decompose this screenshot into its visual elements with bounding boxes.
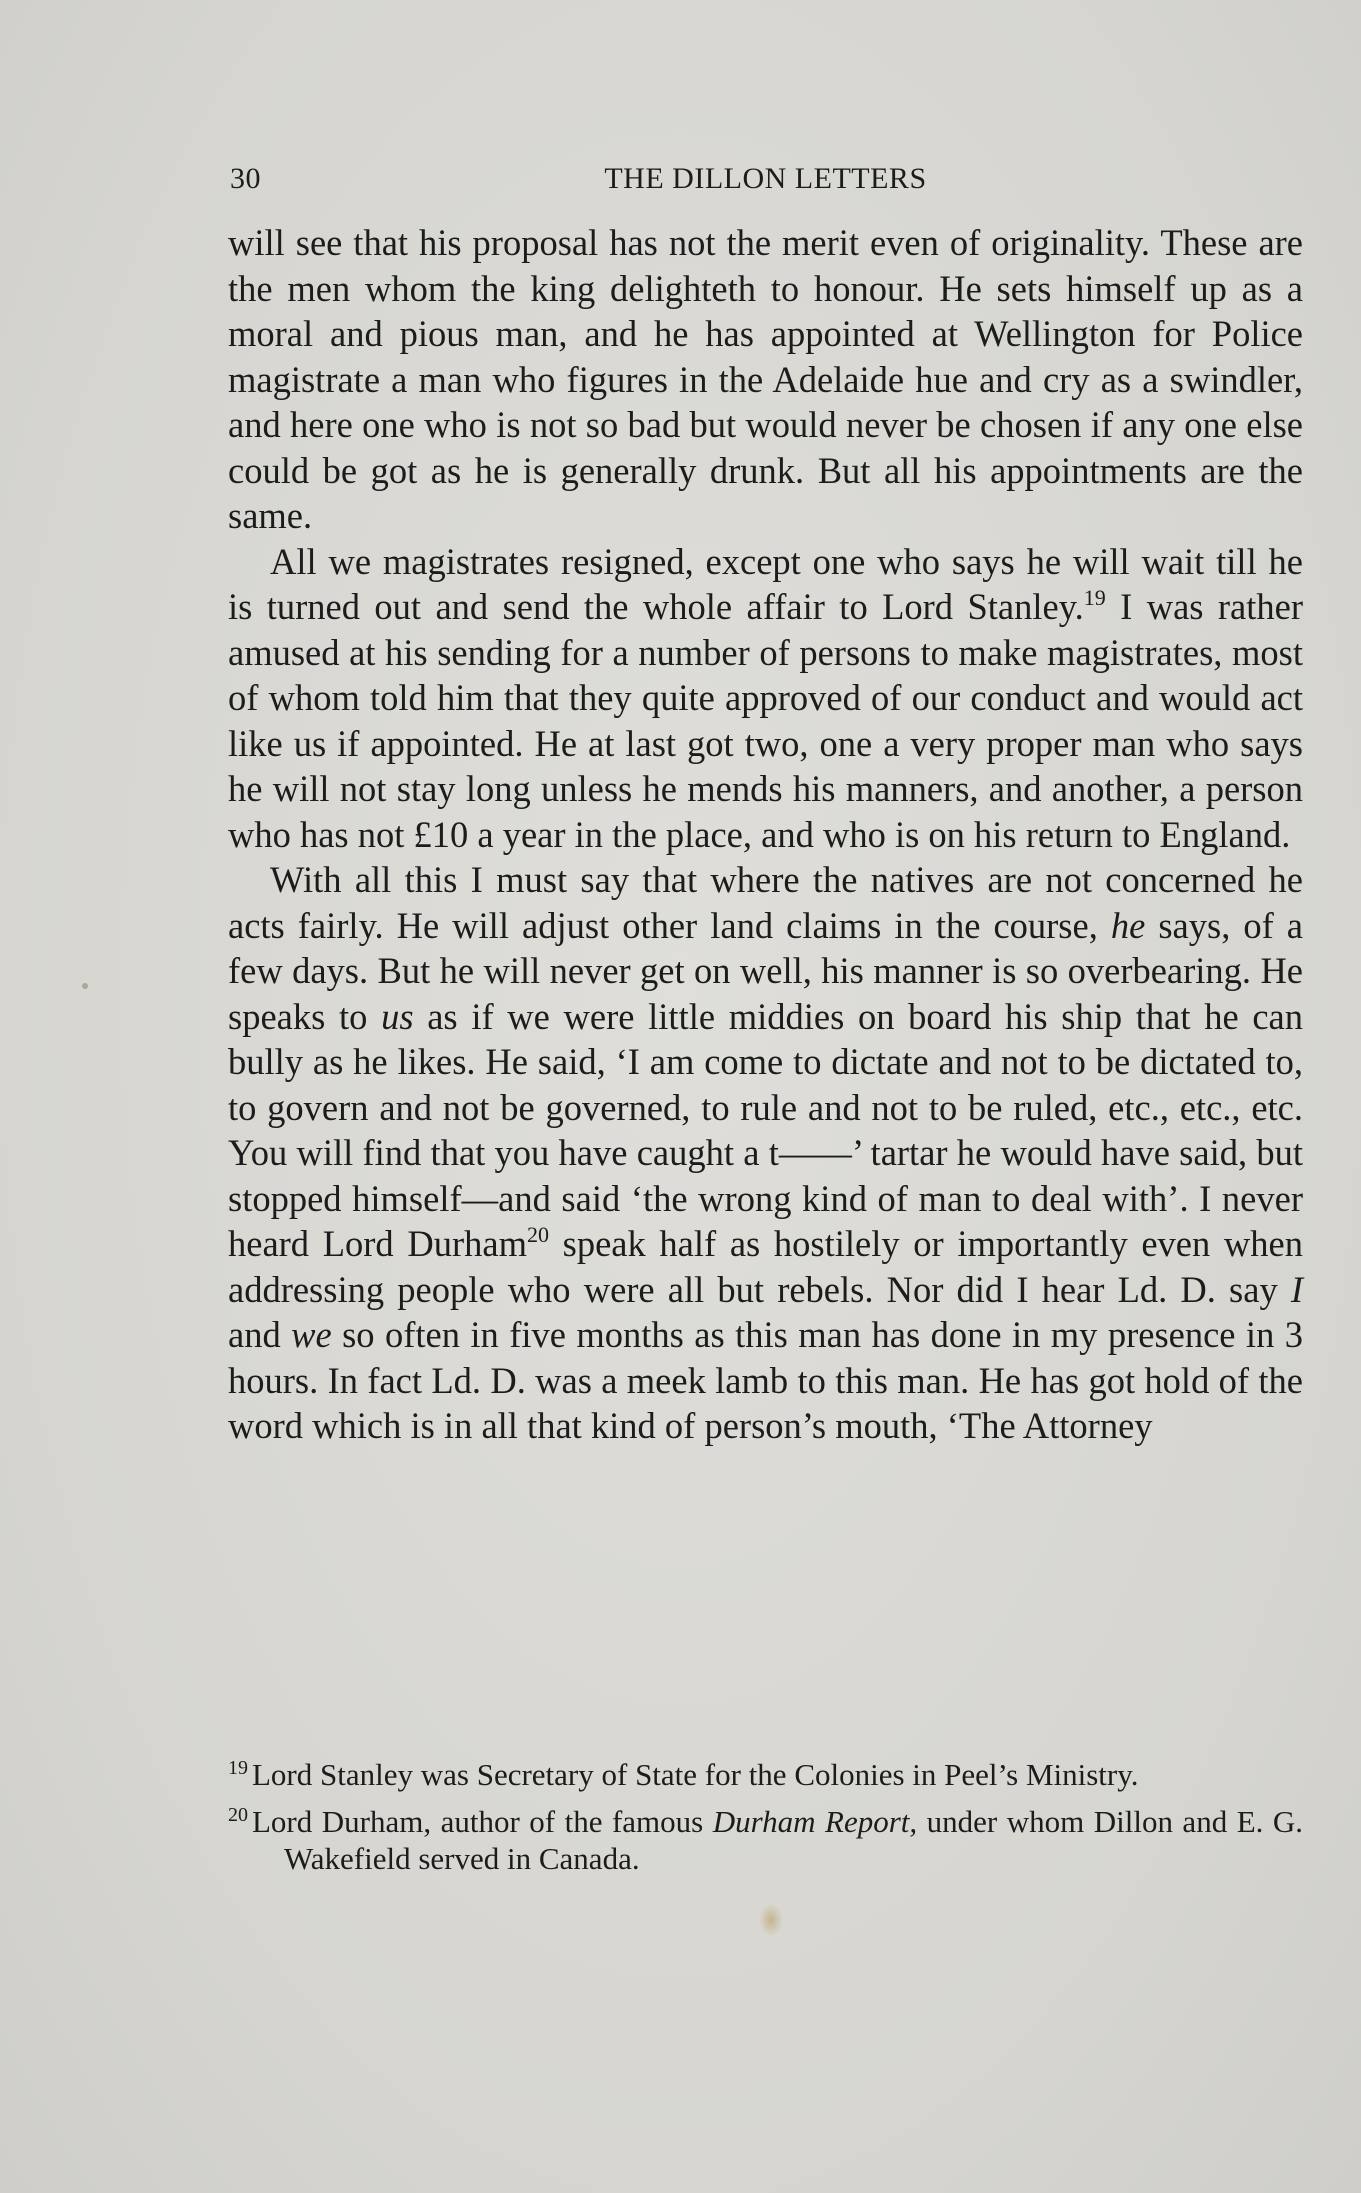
footnote-mark: 19	[228, 1757, 248, 1779]
footnote-text-a: Lord Durham, author of the famous	[252, 1804, 713, 1839]
paragraph-3-text-e: and	[228, 1314, 292, 1355]
italic-us: us	[381, 995, 414, 1037]
paragraph-2	[228, 539, 1303, 858]
footnote-mark: 20	[228, 1804, 248, 1826]
footnote-19	[228, 1750, 1303, 1793]
footnote-20	[228, 1797, 1303, 1877]
footnote-text-b: under whom Dillon and E. G. Wakefield served in Canada.	[284, 1804, 1304, 1876]
page-number: 30	[230, 162, 261, 195]
paragraph-3-text-d: speak half as hostilely or importantly even when addressing people who were all but rebels. Nor did I hear Ld. D. say	[228, 1223, 1303, 1310]
paragraph-3-text-b: says, of a few days. But he will never get on well, his manner is so overbearing. He speaks to	[228, 904, 1304, 1037]
footnote-ref-20: 20	[526, 1222, 549, 1247]
footnote-ref-19: 19	[1083, 585, 1106, 610]
paragraph-1: will see that his proposal has not the merit even of originality. These are the men whom the king delighteth to honour. He sets himself up as a moral and pious man, and he has appointed at Wellington for Police magistrate a man who figures in the Adelaide hue and cry as a swindler, and here one who is not so bad but would never be chosen if any one else could be got as he is generally drunk. But all his appointments are the same.	[228, 222, 1303, 536]
paragraph-3-text-f: so often in five months as this man has done in my presence in 3 hours. In fact Ld. D. was a meek lamb to this man. He has got hold of the word which is in all that kind of person’s mouth, ‘The Attorney	[228, 1314, 1303, 1446]
running-title: THE DILLON LETTERS	[604, 162, 927, 195]
paragraph-3-text-a: With all this I must say that where the natives are not concerned he acts fairly. He will adjust other land claims in the course,	[228, 859, 1303, 946]
paragraph-3	[228, 857, 1303, 1449]
stain-mark	[760, 1905, 782, 1935]
paragraph-2-text-b: I was rather amused at his sending for a number of persons to make magistrates, most of whom told him that they quite approved of our conduct and would act like us if appointed. He at last got two, one a very proper man who says he will not stay long unless he mends his manners, and another, a person who has not £10 a year in the place, and who is on his return to England.	[228, 586, 1303, 855]
italic-he: he	[1110, 904, 1146, 946]
footnote-italic-title: Durham Report,	[712, 1804, 918, 1839]
footnotes	[228, 1750, 1303, 1881]
book-page	[228, 150, 1303, 1950]
paper-speck	[82, 983, 88, 989]
italic-i: I	[1290, 1268, 1303, 1310]
paragraph-2-text-a: All we magistrates resigned, except one who says he will wait till he is turned out and send the whole affair to Lord Stanley.	[228, 540, 1303, 627]
running-head	[228, 156, 1303, 200]
body-text	[228, 220, 1303, 1449]
italic-we: we	[291, 1314, 332, 1355]
paragraph-3-text-c: as if we were little middies on board his ship that he can bully as he likes. He said, ‘I am come to dictate and not to be dictated to, to govern and not be governed, to rule and not to be ruled, etc., etc., etc. You will find that you have caught a t——’ tartar he would have said, but stopped himself—and said ‘the wrong kind of man to deal with’. I never heard Lord Durham	[228, 995, 1303, 1264]
footnote-text: Lord Stanley was Secretary of State for the Colonies in Peel’s Ministry.	[252, 1757, 1139, 1792]
